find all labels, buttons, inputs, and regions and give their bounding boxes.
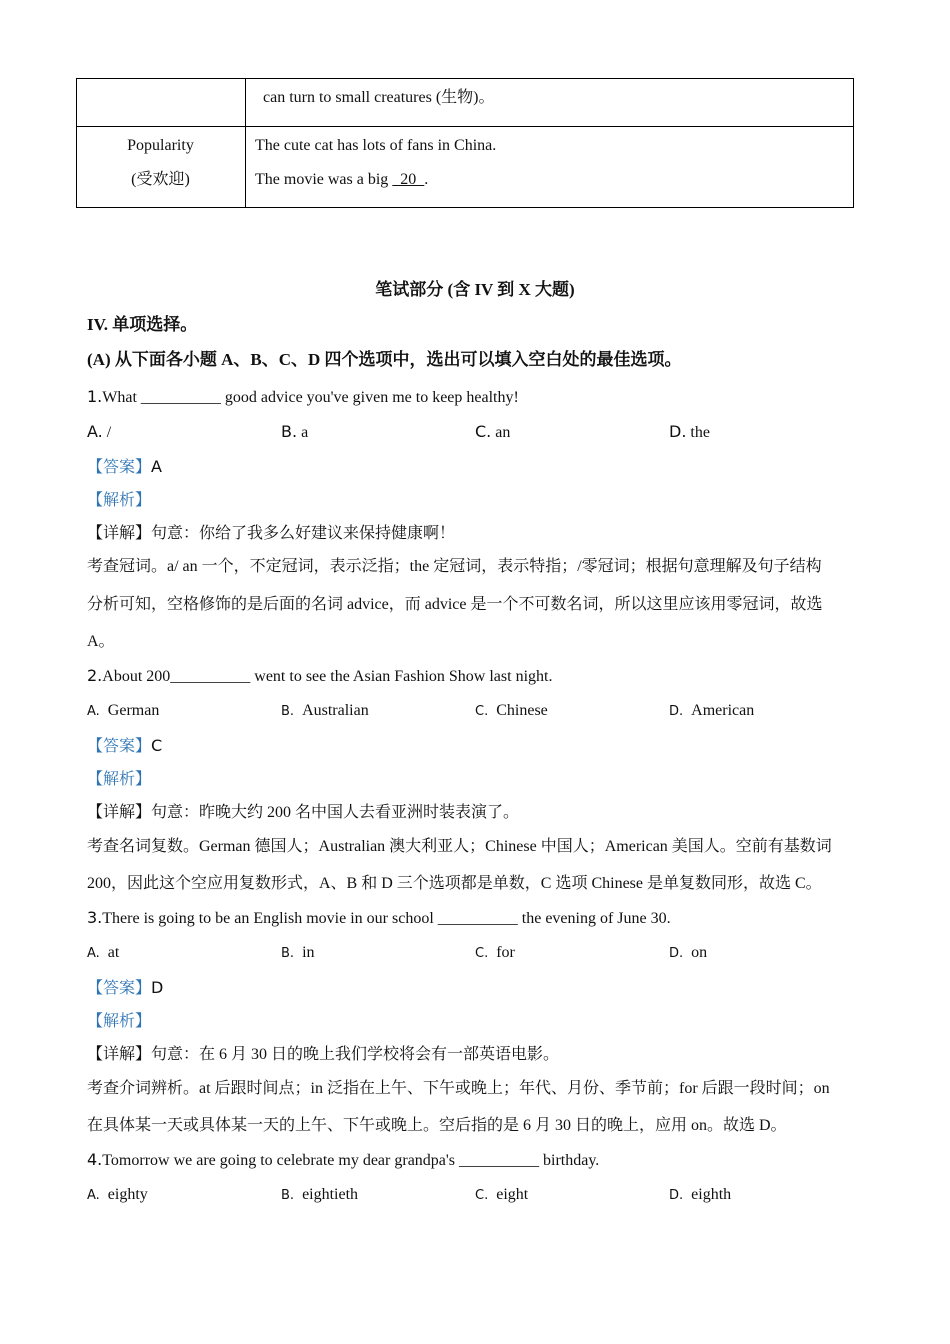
q2-answer: 【答案】C — [87, 736, 163, 755]
q2-option-a: A. German — [87, 702, 160, 719]
question-4-stem: 4.Tomorrow we are going to celebrate my dear grandpa's __________ birthday. — [87, 1150, 600, 1169]
q2-option-b: B. Australian — [281, 702, 369, 719]
q4-option-d: D. eighth — [669, 1186, 732, 1203]
table-column-divider — [245, 79, 246, 207]
table-row2-label-en: Popularity — [127, 137, 194, 154]
q1-option-c: C. an — [475, 422, 511, 441]
blank-20: 20 — [392, 171, 425, 188]
q2-explain-line2: 200，因此这个空应用复数形式，A、B 和 D 三个选项都是单数，C 选项 Chinese 是单复数同形，故选 C。 — [87, 875, 822, 892]
q3-detail: 【详解】句意：在 6 月 30 日的晚上我们学校将会有一部英语电影。 — [87, 1046, 560, 1063]
q3-option-b: B. in — [281, 944, 315, 961]
q4-option-a: A. eighty — [87, 1186, 148, 1203]
q3-answer: 【答案】D — [87, 978, 164, 997]
q4-option-b: B. eightieth — [281, 1186, 359, 1203]
question-number: 1. — [87, 387, 103, 406]
question-3-stem: 3.There is going to be an English movie in our school __________ the evening of June 30. — [87, 908, 671, 927]
question-text: What __________ good advice you've given me to keep healthy! — [102, 389, 519, 406]
q2-analysis-label: 【解析】 — [87, 771, 152, 788]
table-row1-content: can turn to small creatures (生物)。 — [263, 89, 495, 106]
q1-analysis-label: 【解析】 — [87, 492, 152, 509]
sub-heading: (A) 从下面各小题 A、B、C、D 四个选项中，选出可以填入空白处的最佳选项。 — [87, 350, 682, 369]
q1-detail: 【详解】句意：你给了我多么好建议来保持健康啊！ — [87, 525, 456, 542]
section-title: 笔试部分 (含 IV 到 X 大题) — [375, 280, 575, 299]
q1-option-d: D. the — [669, 422, 710, 441]
question-1-stem — [87, 387, 519, 408]
q3-explain-line2: 在具体某一天或具体某一天的上午、下午或晚上。空后指的是 6 月 30 日的晚上，应用 on。故选 D。 — [87, 1117, 787, 1134]
table-row2-line2-suffix: . — [424, 171, 429, 188]
q3-analysis-label: 【解析】 — [87, 1013, 152, 1030]
q1-explain-line1: 考查冠词。a/ an 一个，不定冠词，表示泛指；the 定冠词，表示特指；/零冠词；根据句意理解及句子结构 — [87, 558, 822, 575]
question-2-stem: 2.About 200__________ went to see the Asian Fashion Show last night. — [87, 666, 553, 685]
q2-explain-line1: 考查名词复数。German 德国人；Australian 澳大利亚人；Chinese 中国人；American 美国人。空前有基数词 — [87, 838, 832, 855]
q1-answer — [87, 457, 162, 478]
q2-detail: 【详解】句意：昨晚大约 200 名中国人去看亚洲时装表演了。 — [87, 804, 520, 821]
q3-explain-line1: 考查介词辨析。at 后跟时间点；in 泛指在上午、下午或晚上；年代、月份、季节前；for 后跟一段时间；on — [87, 1080, 830, 1097]
q3-option-c: C. for — [475, 944, 515, 961]
q1-explain-line3: A。 — [87, 633, 115, 650]
q3-option-d: D. on — [669, 944, 708, 961]
table-row2-label-zh: (受欢迎) — [131, 171, 190, 188]
table-row-divider — [77, 126, 853, 127]
part-heading: IV. 单项选择。 — [87, 315, 198, 334]
q1-option-a: A. / — [87, 422, 112, 441]
q2-option-c: C. Chinese — [475, 702, 548, 719]
q4-option-c: C. eight — [475, 1186, 529, 1203]
q1-explain-line2: 分析可知，空格修饰的是后面的名词 advice，而 advice 是一个不可数名词，所以这里应该用零冠词，故选 — [87, 596, 823, 613]
answer-label: 【答案】 — [87, 459, 152, 476]
table-row2-line2-prefix: The movie was a big — [255, 171, 393, 188]
answer-value: A — [151, 457, 162, 476]
table-row2-line1: The cute cat has lots of fans in China. — [255, 137, 497, 154]
q1-option-b: B. a — [281, 422, 309, 441]
q3-option-a: A. at — [87, 944, 120, 961]
q2-option-d: D. American — [669, 702, 755, 719]
table-row2-line2 — [255, 170, 428, 190]
